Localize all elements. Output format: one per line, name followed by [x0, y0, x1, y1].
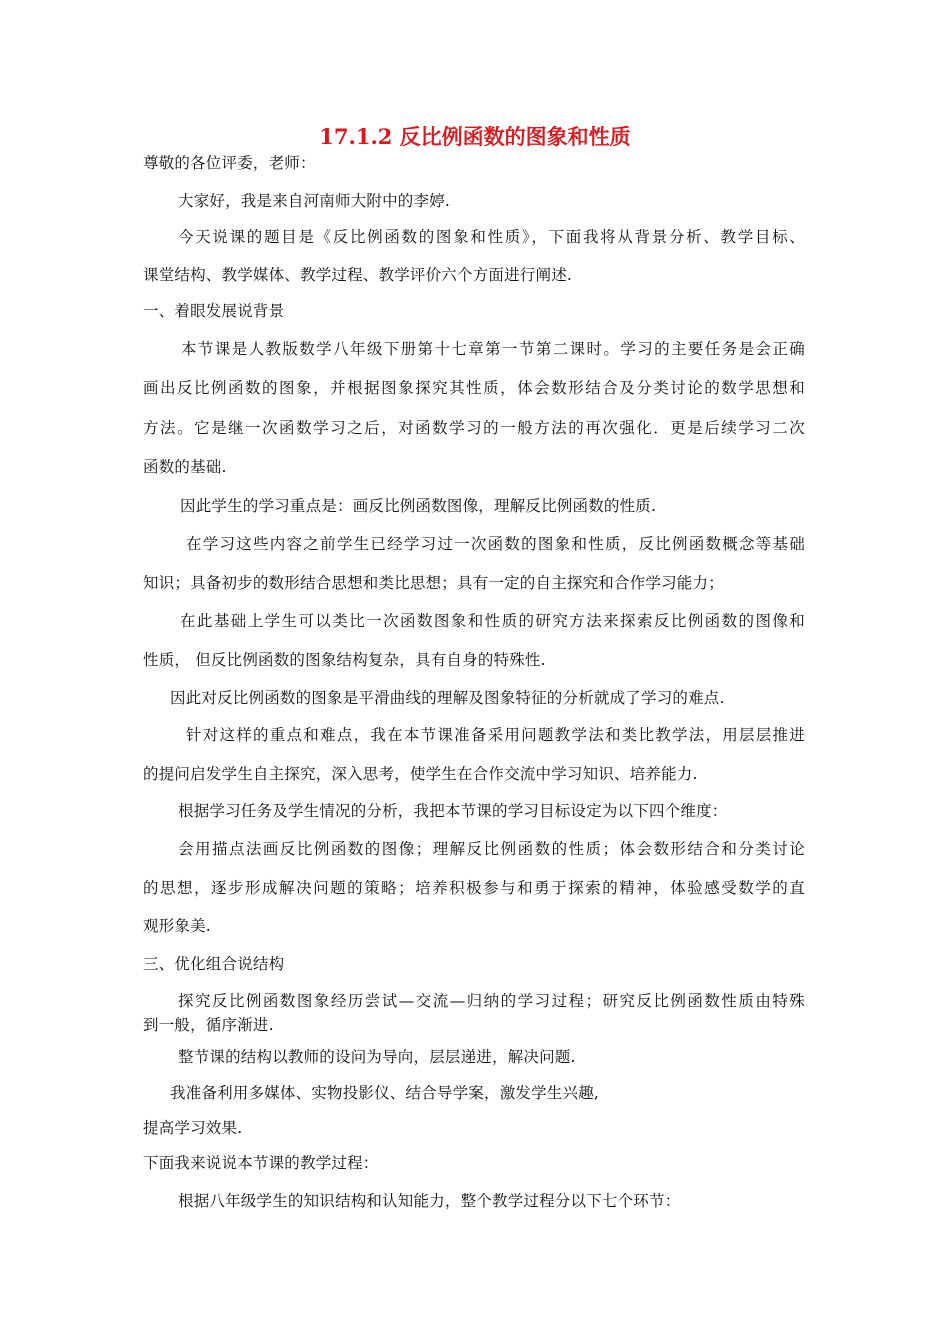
paragraph-line: 提高学习效果. [143, 1119, 243, 1137]
paragraph-line: 课堂结构、教学媒体、教学过程、教学评价六个方面进行阐述. [143, 266, 573, 284]
paragraph-line: 到一般，循序渐进. [143, 1016, 274, 1034]
greeting-line: 大家好，我是来自河南师大附中的李婷. [178, 192, 451, 210]
paragraph-line: 函数的基础. [143, 458, 227, 476]
paragraph-line: 针对这样的重点和难点，我在本节课准备采用问题教学法和类比教学法，用层层推进 [186, 726, 805, 744]
paragraph-line: 下面我来说说本节课的教学过程： [143, 1154, 379, 1172]
section-heading: 三、优化组合说结构 [143, 955, 285, 973]
paragraph-line: 画出反比例函数的图象，并根据图象探究其性质，体会数形结合及分类讨论的数学思想和 [143, 379, 805, 397]
paragraph-line: 性质， 但反比例函数的图象结构复杂，具有自身的特殊性. [143, 651, 546, 669]
paragraph-line: 的提问启发学生自主探究，深入思考，使学生在合作交流中学习知识、培养能力. [143, 765, 698, 783]
paragraph-line: 根据学习任务及学生情况的分析，我把本节课的学习目标设定为以下四个维度： [178, 802, 728, 820]
paragraph-line: 因此对反比例函数的图象是平滑曲线的理解及图象特征的分析就成了学习的难点. [170, 689, 725, 707]
paragraph-line: 根据八年级学生的知识结构和认知能力，整个教学过程分以下七个环节： [178, 1192, 681, 1210]
salutation-line: 尊敬的各位评委，老师： [143, 154, 316, 172]
paragraph-line: 方法。它是继一次函数学习之后，对函数学习的一般方法的再次强化．更是后续学习二次 [143, 419, 805, 437]
paragraph-line: 在此基础上学生可以类比一次函数图象和性质的研究方法来探索反比例函数的图像和 [180, 612, 805, 630]
document-title: 17.1.2 反比例函数的图象和性质 [319, 124, 631, 149]
section-heading: 一、着眼发展说背景 [143, 302, 285, 320]
paragraph-line: 探究反比例函数图象经历尝试—交流—归纳的学习过程；研究反比例函数性质由特殊 [178, 992, 805, 1010]
paragraph-line: 本节课是人教版数学八年级下册第十七章第一节第二课时。学习的主要任务是会正确 [181, 340, 805, 358]
paragraph-line: 整节课的结构以教师的设问为导向，层层递进，解决问题. [178, 1048, 576, 1066]
paragraph-line: 今天说课的题目是《反比例函数的图象和性质》，下面我将从背景分析、教学目标、 [178, 228, 805, 246]
paragraph-line: 因此学生的学习重点是：画反比例函数图像，理解反比例函数的性质. [180, 497, 657, 515]
paragraph-line: 在学习这些内容之前学生已经学习过一次函数的图象和性质，反比例函数概念等基础 [186, 535, 805, 553]
paragraph-line: 观形象美. [143, 917, 211, 935]
paragraph-line: 我准备利用多媒体、实物投影仪、结合导学案，激发学生兴趣, [170, 1084, 600, 1102]
paragraph-line: 知识；具备初步的数形结合思想和类比思想；具有一定的自主探究和合作学习能力； [143, 574, 724, 592]
paragraph-line: 的思想，逐步形成解决问题的策略；培养积极参与和勇于探索的精神，体验感受数学的直 [143, 879, 805, 897]
paragraph-line: 会用描点法画反比例函数的图像；理解反比例函数的性质；体会数形结合和分类讨论 [178, 840, 805, 858]
